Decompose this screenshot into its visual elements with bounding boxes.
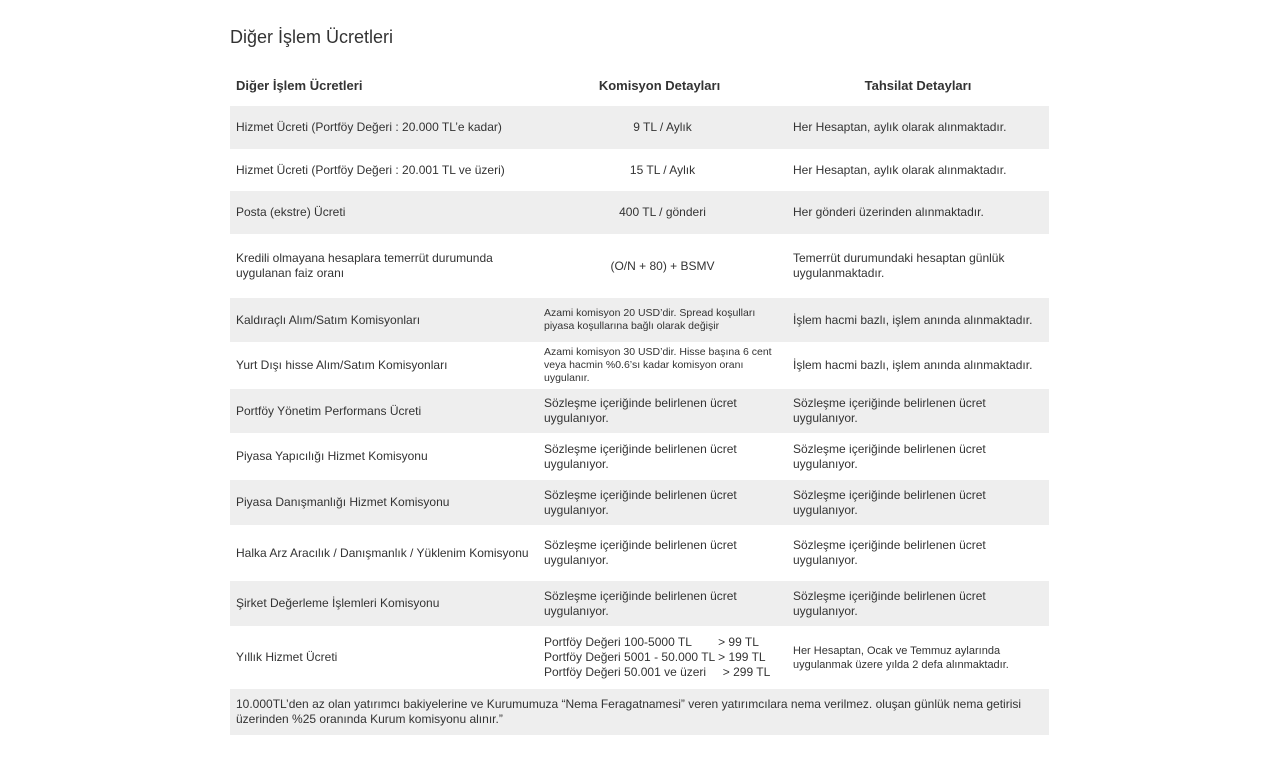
fee-collection: Sözleşme içeriğinde belirlenen ücret uygulanıyor. xyxy=(793,441,986,471)
nema-note: 10.000TL’den az olan yatırımcı bakiyelerine ve Kurumumuza “Nema Feragatnamesi” veren yatırımcılara nema verilmez. oluşan günlük nema getirisi üzerinden %25 oranında Kurum komisyonu alınır.” xyxy=(230,689,1049,735)
tier-line: Portföy Değeri 5001 - 50.000 TL > 199 TL xyxy=(544,650,766,664)
fee-commission: Azami komisyon 20 USD’dir. Spread koşulları piyasa koşullarına bağlı olarak değişir xyxy=(538,298,787,342)
fee-commission: Sözleşme içeriğinde belirlenen ücret uygulanıyor. xyxy=(544,538,737,567)
table-row xyxy=(230,480,1049,525)
tier-line: Portföy Değeri 50.001 ve üzeri > 299 TL xyxy=(544,665,771,679)
table-header-row xyxy=(230,64,1049,106)
fee-name: Hizmet Ücreti (Portföy Değeri : 20.001 TL ve üzeri) xyxy=(236,162,505,177)
fee-commission-tiers xyxy=(538,626,787,689)
fee-name: Yurt Dışı hisse Alım/Satım Komisyonları xyxy=(236,358,448,372)
fee-name: Piyasa Danışmanlığı Hizmet Komisyonu xyxy=(230,480,538,525)
fee-name: Posta (ekstre) Ücreti xyxy=(230,191,538,234)
table-row xyxy=(230,581,1049,626)
page-title: Diğer İşlem Ücretleri xyxy=(230,27,394,47)
fee-collection: İşlem hacmi bazlı, işlem anında alınmaktadır. xyxy=(793,358,1033,372)
fee-collection: İşlem hacmi bazlı, işlem anında alınmaktadır. xyxy=(787,298,1049,342)
fee-collection: Sözleşme içeriğinde belirlenen ücret uygulanıyor. xyxy=(787,480,1049,525)
fee-commission: 15 TL / Aylık xyxy=(629,162,696,177)
fee-name: Yıllık Hizmet Ücreti xyxy=(236,650,338,664)
table-row xyxy=(230,525,1049,581)
header-fee-name: Diğer İşlem Ücretleri xyxy=(236,77,363,93)
fee-name: Kaldıraçlı Alım/Satım Komisyonları xyxy=(230,298,538,342)
fee-commission: Sözleşme içeriğinde belirlenen ücret uygulanıyor. xyxy=(538,581,787,626)
table-row xyxy=(230,626,1049,689)
fee-name: Halka Arz Aracılık / Danışmanlık / Yüklenim Komisyonu xyxy=(236,545,529,560)
table-row xyxy=(230,191,1049,234)
fee-collection: Sözleşme içeriğinde belirlenen ücret uygulanıyor. xyxy=(787,389,1049,433)
table-row xyxy=(230,389,1049,433)
fee-commission: 9 TL / Aylık xyxy=(538,106,787,149)
fees-table xyxy=(230,64,1049,735)
table-row xyxy=(230,689,1049,735)
table-row xyxy=(230,149,1049,191)
tier-line: Portföy Değeri 100-5000 TL > 99 TL xyxy=(544,635,759,649)
fee-commission: Sözleşme içeriğinde belirlenen ücret uygulanıyor. xyxy=(544,441,737,471)
table-row xyxy=(230,298,1049,342)
table-row xyxy=(230,106,1049,149)
fee-name: Portföy Yönetim Performans Ücreti xyxy=(230,389,538,433)
fee-collection: Sözleşme içeriğinde belirlenen ücret uygulanıyor. xyxy=(787,581,1049,626)
fee-commission: Sözleşme içeriğinde belirlenen ücret uygulanıyor. xyxy=(538,480,787,525)
fee-collection: Her Hesaptan, aylık olarak alınmaktadır. xyxy=(793,162,1007,177)
fee-commission: (O/N + 80) + BSMV xyxy=(610,258,715,273)
fee-collection: Sözleşme içeriğinde belirlenen ücret uygulanıyor. xyxy=(793,538,986,567)
fee-commission: Azami komisyon 30 USD’dir. Hisse başına 6 cent veya hacmin %0.6’sı kadar komisyon oranı uygulanır. xyxy=(544,346,772,384)
fee-collection: Her gönderi üzerinden alınmaktadır. xyxy=(787,191,1049,234)
header-collection: Tahsilat Detayları xyxy=(864,77,972,93)
fee-collection: Her Hesaptan, aylık olarak alınmaktadır. xyxy=(787,106,1049,149)
fee-name: Piyasa Yapıcılığı Hizmet Komisyonu xyxy=(236,449,428,463)
fee-commission: Sözleşme içeriğinde belirlenen ücret uygulanıyor. xyxy=(538,389,787,433)
table-row xyxy=(230,433,1049,480)
fee-name: Kredili olmayana hesaplara temerrüt durumunda uygulanan faiz oranı xyxy=(236,251,493,280)
fee-collection: Temerrüt durumundaki hesaptan günlük uygulanmaktadır. xyxy=(793,251,1005,280)
fee-commission: 400 TL / gönderi xyxy=(538,191,787,234)
fee-name: Şirket Değerleme İşlemleri Komisyonu xyxy=(230,581,538,626)
fee-name: Hizmet Ücreti (Portföy Değeri : 20.000 TL’e kadar) xyxy=(230,106,538,149)
header-commission: Komisyon Detayları xyxy=(598,77,721,93)
table-row xyxy=(230,342,1049,389)
table-row xyxy=(230,234,1049,298)
fee-collection: Her Hesaptan, Ocak ve Temmuz aylarında uygulanmak üzere yılda 2 defa alınmaktadır. xyxy=(793,644,1009,671)
